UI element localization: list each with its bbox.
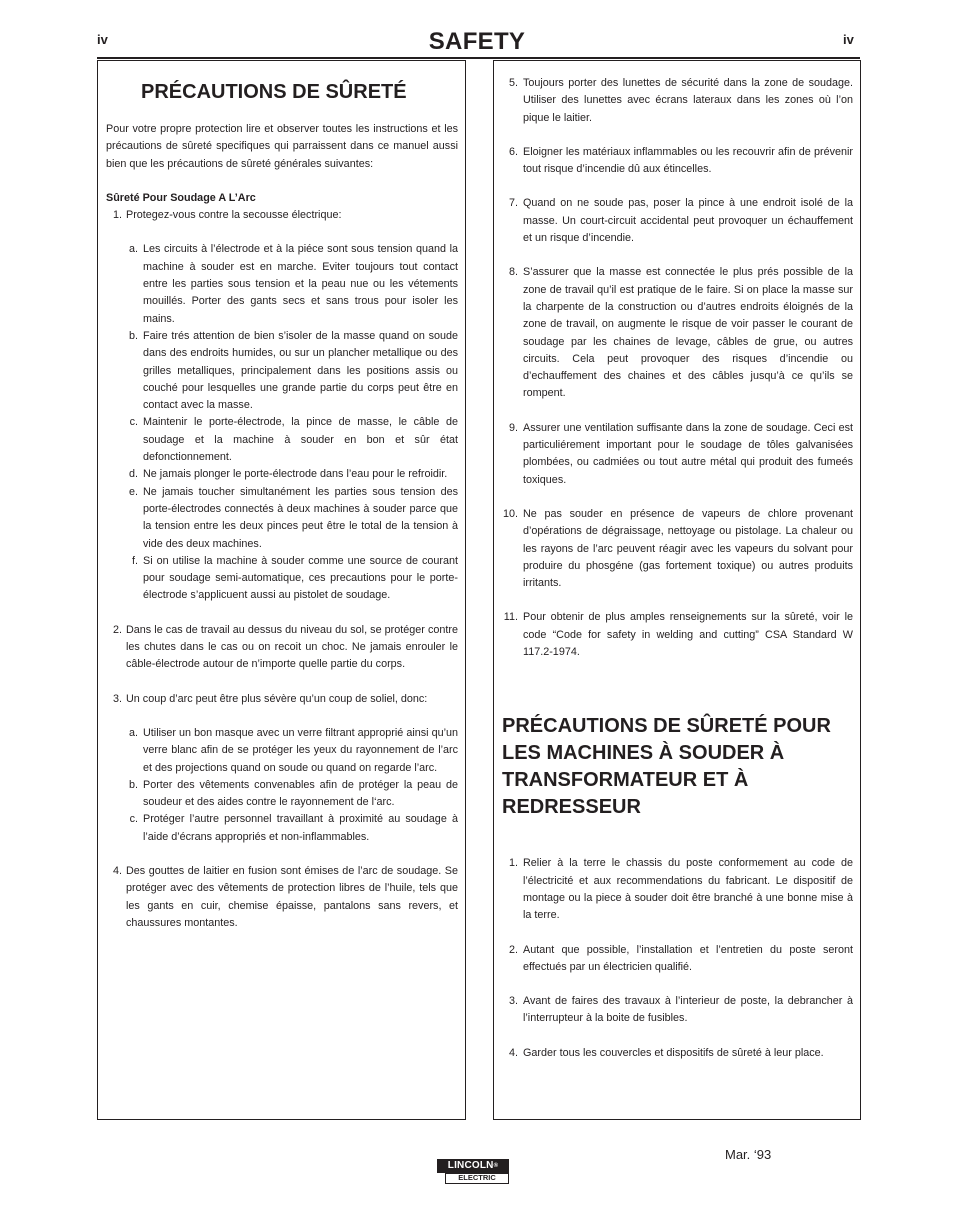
item-text: Garder tous les couvercles et dispositifs de sûreté à leur place. xyxy=(523,1046,824,1059)
sub-item xyxy=(106,725,458,777)
sub-letter: e. xyxy=(128,485,138,498)
list-item xyxy=(502,942,853,977)
sub-text: Porter des vêtements convenables afin de protéger la peau de soudeur et des aides contre le rayonnement de l‘arc. xyxy=(143,778,458,809)
lincoln-electric-logo xyxy=(437,1159,509,1185)
sub-text: Maintenir le porte-électrode, la pince de masse, le câble de soudage et la machine à souder en bon et sûr état defonctionnement. xyxy=(143,416,458,464)
subsection-heading: Sûreté Pour Soudage A L’Arc xyxy=(106,191,256,204)
list-item xyxy=(106,207,458,224)
sub-item xyxy=(106,466,458,483)
right-column xyxy=(493,60,861,1120)
item-number: 11. xyxy=(503,611,518,624)
sub-item xyxy=(106,414,458,466)
sub-item xyxy=(106,553,458,605)
item-text: Avant de faires des travaux à l’interieur de poste, la debrancher à l’interrupteur à la boite de fusibles. xyxy=(523,995,853,1025)
sub-text: Faire trés attention de bien s’isoler de la masse quand on soude dans des endroits humides, ou sur un plancher metallique ou des grilles metalliques, principalement dans les positions assis ou couché pour lesquelles une grande partie du corps peut être en contact avec la masse. xyxy=(143,329,458,412)
item-number: 3. xyxy=(508,995,518,1008)
item-number: 2. xyxy=(508,943,518,956)
item-number: 9. xyxy=(508,421,518,434)
header-rule xyxy=(97,57,860,59)
sub-item xyxy=(106,241,458,327)
sub-text: Ne jamais plonger le porte-électrode dans l’eau pour le refroidir. xyxy=(143,468,448,481)
sub-text: Utiliser un bon masque avec un verre filtrant approprié ainsi qu’un verre blanc afin de se protéger les yeux du rayonnement de l’arc et des projections quand on soude ou quand on regarde l’arc. xyxy=(143,726,458,774)
item-number: 1. xyxy=(508,857,518,870)
item-text: Pour obtenir de plus amples renseignements sur la sûreté, voir le code “Code for safety in welding and cutting” CSA Standard W 117.2-1974. xyxy=(523,611,853,659)
item-number: 6. xyxy=(508,145,518,158)
sub-text: Protéger l’autre personnel travaillant à proximité au soudage à l’aide d’écrans appropriés et non-inflammables. xyxy=(143,813,458,843)
sub-letter: a. xyxy=(128,726,138,739)
item-text: Protegez-vous contre la secousse électrique: xyxy=(126,209,342,222)
logo-wordmark-top: LINCOLN® xyxy=(437,1159,509,1173)
sub-item xyxy=(106,484,458,553)
list-item xyxy=(502,1045,853,1062)
item-number: 8. xyxy=(508,266,518,279)
item-text: Quand on ne soude pas, poser la pince à une endroit isolé de la masse. Un court-circuit accidental peut provoquer un échauffement et un risque d’incendie. xyxy=(523,197,853,245)
sub-item xyxy=(106,328,458,414)
item-text: Autant que possible, l’installation et l’entretien du poste seront effectués par un électricien qualifié. xyxy=(523,943,853,973)
footer-date: Mar. ‘93 xyxy=(725,1147,772,1162)
list-item xyxy=(502,144,853,179)
item-text: S’assurer que la masse est connectée le plus prés possible de la zone de travail qu’il est pratique de le faire. Si on place la masse sur la charpente de la construction ou d’autres endroits éloignés de la zone de travail, on augmente le risque de voir passer le courant de soudage par les chaines de levage, câbles de grue, ou autres circuits. Cela peut provoquer des risques d’incendie ou d’echauffement des chaines et des câbles jusqu’à ce qu’ils se rompent. xyxy=(523,266,853,400)
page-number-right: iv xyxy=(843,32,854,47)
item-text: Assurer une ventilation suffisante dans la zone de soudage. Ceci est particuliérement important pour le soudage de tôles galvanisées plombées, ou cadmiées ou tout autre métal qui produit des fumeés toxiques. xyxy=(523,421,853,486)
list-item xyxy=(502,420,853,489)
list-item xyxy=(502,506,853,592)
sub-letter: c. xyxy=(129,813,138,826)
page-title: SAFETY xyxy=(428,28,526,55)
item-text: Toujours porter des lunettes de sécurité dans la zone de soudage. Utiliser des lunettes avec écrans lateraux dans les zones où l’on pique le laitier. xyxy=(523,77,853,124)
list-item xyxy=(502,264,853,402)
item-number: 10. xyxy=(502,507,518,520)
section-title-general: PRÉCAUTIONS DE SÛRETÉ xyxy=(141,81,407,103)
sub-letter: d. xyxy=(128,468,138,481)
intro-paragraph: Pour votre propre protection lire et observer toutes les instructions et les précautions de sûreté specifiques qui parraissent dans ce manuel aussi bien que les précautions de sûreté générales suivantes: xyxy=(106,123,458,170)
list-item xyxy=(106,863,458,932)
left-column xyxy=(97,60,466,1120)
sub-text: Les circuits à l’électrode et à la piéce sont sous tension quand la machine à souder est en marche. Eviter toujours tout contact entre les parties sous tension et la peau nue ou les vétements mouillés. Porter des gants secs et sans trous pour isoler les mains. xyxy=(143,243,458,325)
list-item xyxy=(502,993,853,1028)
logo-wordmark-bottom: ELECTRIC xyxy=(445,1173,509,1184)
item-text: Eloigner les matériaux inflammables ou les recouvrir afin de prévenir tout risque d’incendie dû aux étincelles. xyxy=(523,145,853,176)
sub-item xyxy=(106,777,458,812)
item-number: 3. xyxy=(112,692,122,705)
item-text: Un coup d’arc peut être plus sévère qu’un coup de soliel, donc: xyxy=(126,692,428,705)
sub-letter: b. xyxy=(128,778,138,791)
sub-letter: c. xyxy=(129,416,138,429)
item-number: 5. xyxy=(508,77,518,89)
list-item xyxy=(502,75,853,127)
item-number: 4. xyxy=(508,1046,518,1059)
item-text: Dans le cas de travail au dessus du niveau du sol, se protéger contre les chutes dans le cas ou on recoit un choc. Ne jamais enrouler le câble-électrode autour de n’importe quelle partie du corps. xyxy=(126,623,458,671)
item-text: Des gouttes de laitier en fusion sont émises de l’arc de soudage. Se protéger avec des vêtements de protection libres de l’huile, tels que les gants en cuir, chemise épaisse, pantalons sans revers, et chaussures montantes. xyxy=(126,864,458,929)
item-number: 1. xyxy=(112,209,122,222)
sub-text: Si on utilise la machine à souder comme une source de courant pour soudage semi-automatique, ces precautions pour le porte-électrode s’applicuent aussi au pistolet de soudage. xyxy=(143,554,458,602)
item-text: Relier à la terre le chassis du poste conformement au code de l’électricité et aux recommendations du fabricant. Le dispositif de montage ou la piece à souder doit être branché à une bonne mise à la terre. xyxy=(523,857,853,922)
item-text: Ne pas souder en présence de vapeurs de chlore provenant d’opérations de dégraissage, nettoyage ou pistolage. La chaleur ou les rayons de l’arc peuvent réagir avec les vapeurs du solvant pour produire du phosgéne (gas fortement toxique) ou autres produits irritants. xyxy=(523,507,853,590)
sub-letter: b. xyxy=(128,329,138,342)
item-number: 2. xyxy=(112,623,122,636)
list-item xyxy=(106,691,458,708)
sub-item xyxy=(106,811,458,846)
item-number: 7. xyxy=(508,197,518,210)
item-number: 4. xyxy=(112,864,122,877)
sub-letter: a. xyxy=(128,243,138,256)
sub-text: Ne jamais toucher simultanément les parties sous tension des porte-électrodes connectés à deux machines à souder parce que la tension entre les deux pinces peut être le total de la tension à vide des deux machines. xyxy=(143,485,458,550)
list-item xyxy=(106,622,458,674)
section-title-transformer: PRÉCAUTIONS DE SÛRETÉ POUR LES MACHINES À SOUDER À TRANSFORMATEUR ET À REDRESSEUR xyxy=(502,715,831,819)
sub-letter: f. xyxy=(132,554,138,567)
list-item xyxy=(502,609,853,661)
list-item xyxy=(502,855,853,924)
page-number-left: iv xyxy=(97,32,108,47)
list-item xyxy=(502,195,853,247)
